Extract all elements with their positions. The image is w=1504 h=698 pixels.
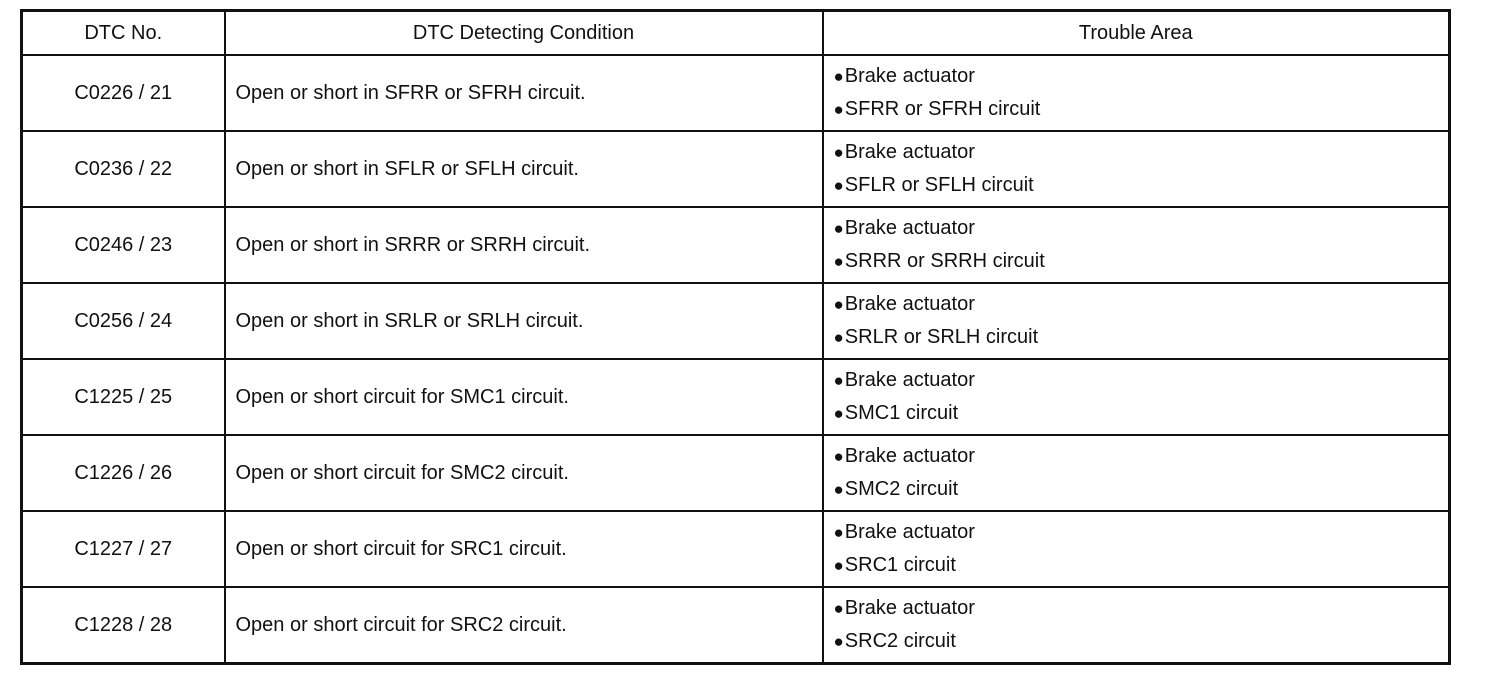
bullet-icon: ● [833, 67, 844, 86]
bullet-icon: ● [833, 556, 844, 575]
bullet-icon: ● [833, 632, 844, 651]
table-row [22, 207, 1450, 283]
trouble-area-item [834, 321, 1449, 354]
bullet-icon: ● [833, 599, 844, 618]
detecting-condition-cell: Open or short in SRLR or SRLH circuit. [225, 283, 823, 359]
trouble-area-text: Brake actuator [844, 445, 975, 467]
dtc-number-cell: C0226 / 21 [22, 55, 225, 131]
trouble-area-cell [823, 283, 1450, 359]
trouble-area-text: Brake actuator [844, 65, 975, 87]
trouble-area-item [834, 93, 1449, 126]
trouble-area-item [834, 364, 1449, 397]
detecting-condition-cell: Open or short circuit for SMC2 circuit. [225, 435, 823, 511]
trouble-area-cell [823, 435, 1450, 511]
trouble-area-item [834, 60, 1449, 93]
bullet-icon: ● [833, 523, 844, 542]
detecting-condition-cell: Open or short in SFLR or SFLH circuit. [225, 131, 823, 207]
trouble-area-item [834, 625, 1449, 658]
detecting-condition-cell: Open or short circuit for SMC1 circuit. [225, 359, 823, 435]
bullet-icon: ● [833, 404, 844, 423]
trouble-area-cell [823, 587, 1450, 664]
trouble-area-item [834, 516, 1449, 549]
trouble-area-text: SRLR or SRLH circuit [844, 326, 1039, 348]
dtc-number-cell: C0236 / 22 [22, 131, 225, 207]
bullet-icon: ● [833, 100, 844, 119]
trouble-area-cell [823, 359, 1450, 435]
trouble-area-cell [823, 55, 1450, 131]
table-row [22, 131, 1450, 207]
dtc-number-cell: C1227 / 27 [22, 511, 225, 587]
trouble-area-text: SRC2 circuit [844, 630, 956, 652]
dtc-number-cell: C0246 / 23 [22, 207, 225, 283]
bullet-icon: ● [833, 328, 844, 347]
trouble-area-item [834, 473, 1449, 506]
trouble-area-text: SRRR or SRRH circuit [844, 250, 1045, 272]
bullet-icon: ● [833, 447, 844, 466]
bullet-icon: ● [833, 295, 844, 314]
trouble-area-item [834, 288, 1449, 321]
table-row [22, 283, 1450, 359]
trouble-area-item [834, 136, 1449, 169]
header-dtc-no: DTC No. [22, 11, 225, 56]
table-row [22, 511, 1450, 587]
trouble-area-item [834, 549, 1449, 582]
trouble-area-text: SMC1 circuit [844, 402, 959, 424]
table-header [22, 11, 1450, 56]
table-body [22, 55, 1450, 664]
trouble-area-cell [823, 131, 1450, 207]
bullet-icon: ● [833, 143, 844, 162]
bullet-icon: ● [833, 219, 844, 238]
bullet-icon: ● [833, 480, 844, 499]
trouble-area-text: Brake actuator [844, 521, 975, 543]
detecting-condition-cell: Open or short in SRRR or SRRH circuit. [225, 207, 823, 283]
dtc-number-cell: C1228 / 28 [22, 587, 225, 664]
trouble-area-item [834, 397, 1449, 430]
table-row [22, 359, 1450, 435]
trouble-area-item [834, 245, 1449, 278]
trouble-area-text: SFLR or SFLH circuit [844, 174, 1034, 196]
trouble-area-item [834, 440, 1449, 473]
trouble-area-item [834, 169, 1449, 202]
header-trouble-area: Trouble Area [823, 11, 1450, 56]
detecting-condition-cell: Open or short circuit for SRC2 circuit. [225, 587, 823, 664]
bullet-icon: ● [833, 252, 844, 271]
trouble-area-cell [823, 511, 1450, 587]
header-row [22, 11, 1450, 56]
trouble-area-item [834, 212, 1449, 245]
trouble-area-text: SRC1 circuit [844, 554, 956, 576]
dtc-number-cell: C1226 / 26 [22, 435, 225, 511]
dtc-table [20, 9, 1451, 665]
bullet-icon: ● [833, 371, 844, 390]
table-row [22, 55, 1450, 131]
detecting-condition-cell: Open or short circuit for SRC1 circuit. [225, 511, 823, 587]
table-row [22, 435, 1450, 511]
trouble-area-cell [823, 207, 1450, 283]
dtc-number-cell: C1225 / 25 [22, 359, 225, 435]
bullet-icon: ● [833, 176, 844, 195]
trouble-area-text: Brake actuator [844, 597, 975, 619]
table-row [22, 587, 1450, 664]
trouble-area-text: Brake actuator [844, 141, 975, 163]
dtc-number-cell: C0256 / 24 [22, 283, 225, 359]
detecting-condition-cell: Open or short in SFRR or SFRH circuit. [225, 55, 823, 131]
trouble-area-text: Brake actuator [844, 369, 975, 391]
trouble-area-text: Brake actuator [844, 217, 975, 239]
header-detecting-condition: DTC Detecting Condition [225, 11, 823, 56]
trouble-area-item [834, 592, 1449, 625]
trouble-area-text: SFRR or SFRH circuit [844, 98, 1041, 120]
trouble-area-text: SMC2 circuit [844, 478, 959, 500]
trouble-area-text: Brake actuator [844, 293, 975, 315]
